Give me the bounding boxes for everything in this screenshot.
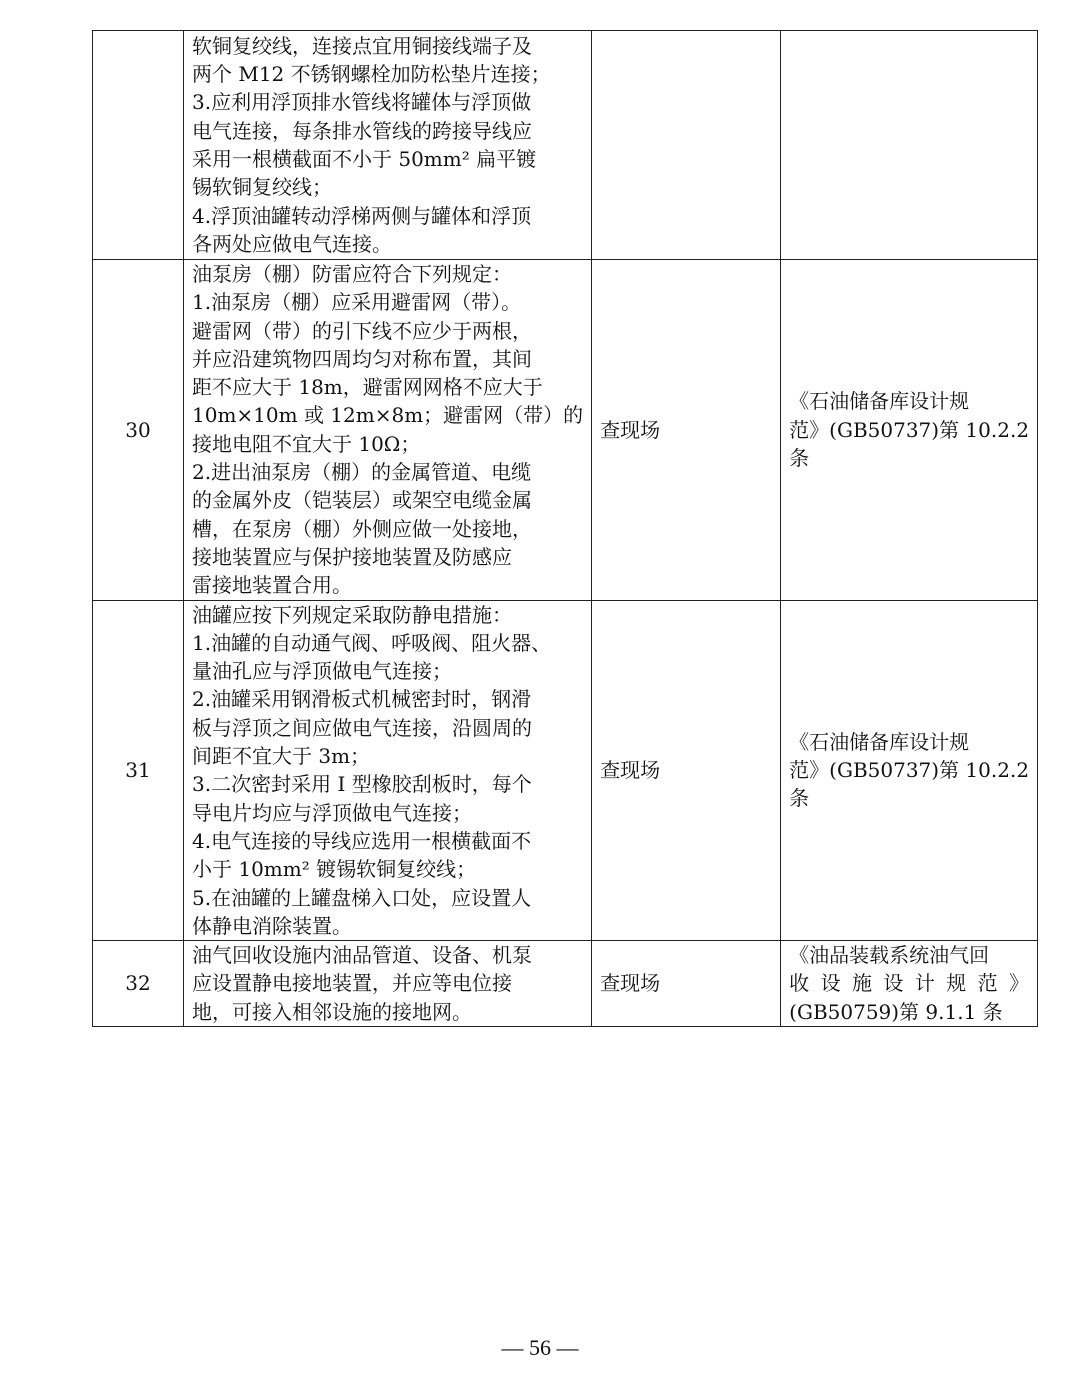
requirement-content [184,600,592,941]
requirement-content [184,31,592,260]
check-method: 查现场 [592,941,781,1027]
content-line: 接地装置应与保护接地装置及防感应 [192,544,512,569]
content-line: 2.油罐采用钢滑板式机械密封时，钢滑 [192,687,532,712]
table-row [93,260,1038,601]
row-number [93,31,184,260]
reference-basis [781,941,1038,1027]
reference-basis [781,31,1038,260]
content-line: 避雷网（带）的引下线不应少于两根， [192,318,532,343]
row-number: 31 [93,600,184,941]
content-line: 油泵房（棚）防雷应符合下列规定： [192,262,512,286]
inspection-table [92,30,1038,1027]
content-line: 4.电气连接的导线应选用一根横截面不 [192,828,532,853]
basis-line: 《油品装载系统油气回 [789,943,990,968]
content-line: 油气回收设施内油品管道、设备、机泵 [192,943,532,968]
basis-line: 范》(GB50737)第 10.2.2 [789,417,1030,442]
content-line: 1.油泵房（棚）应采用避雷网（带）。 [192,290,522,315]
content-line: 小于 10mm² 镀锡软铜复绞线； [192,857,477,882]
content-line: 3.二次密封采用 I 型橡胶刮板时，每个 [192,772,532,797]
content-line: 接地电阻不宜大于 10Ω； [192,431,421,456]
content-line: 槽，在泵房（棚）外侧应做一处接地， [192,516,532,541]
content-line: 4.浮顶油罐转动浮梯两侧与罐体和浮顶 [192,203,532,228]
content-line: 的金属外皮（铠装层）或架空电缆金属 [192,488,532,513]
content-line: 地，可接入相邻设施的接地网。 [192,999,472,1024]
content-line: 电气连接，每条排水管线的跨接导线应 [192,118,532,143]
content-line: 2.进出油泵房（棚）的金属管道、电缆 [192,460,532,485]
content-line: 各两处应做电气连接。 [192,231,392,256]
content-line: 雷接地装置合用。 [192,573,352,598]
basis-line: 《石油储备库设计规 [789,729,970,754]
basis-line: 收设施设计规范》 [789,971,1030,996]
content-line: 10m×10m 或 12m×8m；避雷网（带）的 [192,403,584,428]
row-number: 30 [93,260,184,601]
table-row [93,941,1038,1027]
reference-basis [781,600,1038,941]
content-line: 应设置静电接地装置，并应等电位接 [192,971,512,996]
content-line: 两个 M12 不锈钢螺栓加防松垫片连接； [192,62,551,87]
basis-line: 《石油储备库设计规 [789,389,970,414]
content-line: 锡软铜复绞线； [192,175,332,200]
content-line: 量油孔应与浮顶做电气连接； [192,659,452,684]
page-number: — 56 — [501,1335,579,1360]
content-line: 1.油罐的自动通气阀、呼吸阀、阻火器、 [192,630,552,655]
requirement-content [184,260,592,601]
row-number: 32 [93,941,184,1027]
basis-line: 条 [789,445,810,470]
content-line: 体静电消除装置。 [192,913,352,938]
content-line: 距不应大于 18m，避雷网网格不应大于 [192,375,543,400]
content-line: 5.在油罐的上罐盘梯入口处，应设置人 [192,885,532,910]
content-line: 导电片均应与浮顶做电气连接； [192,800,472,825]
table-row [93,31,1038,260]
content-line: 3.应利用浮顶排水管线将罐体与浮顶做 [192,90,532,115]
content-line: 并应沿建筑物四周均匀对称布置，其间 [192,346,532,371]
check-method: 查现场 [592,600,781,941]
check-method: 查现场 [592,260,781,601]
basis-line: 条 [789,786,810,811]
content-line: 板与浮顶之间应做电气连接，沿圆周的 [192,715,532,740]
basis-line: (GB50759)第 9.1.1 条 [789,999,1003,1024]
basis-line: 范》(GB50737)第 10.2.2 [789,758,1030,783]
table-row [93,600,1038,941]
content-line: 软铜复绞线，连接点宜用铜接线端子及 [192,33,532,58]
reference-basis [781,260,1038,601]
content-line: 间距不宜大于 3m； [192,744,371,769]
content-line: 油罐应按下列规定采取防静电措施： [192,602,512,627]
check-method [592,31,781,260]
content-line: 采用一根横截面不小于 50mm² 扁平镀 [192,147,537,171]
requirement-content [184,941,592,1027]
